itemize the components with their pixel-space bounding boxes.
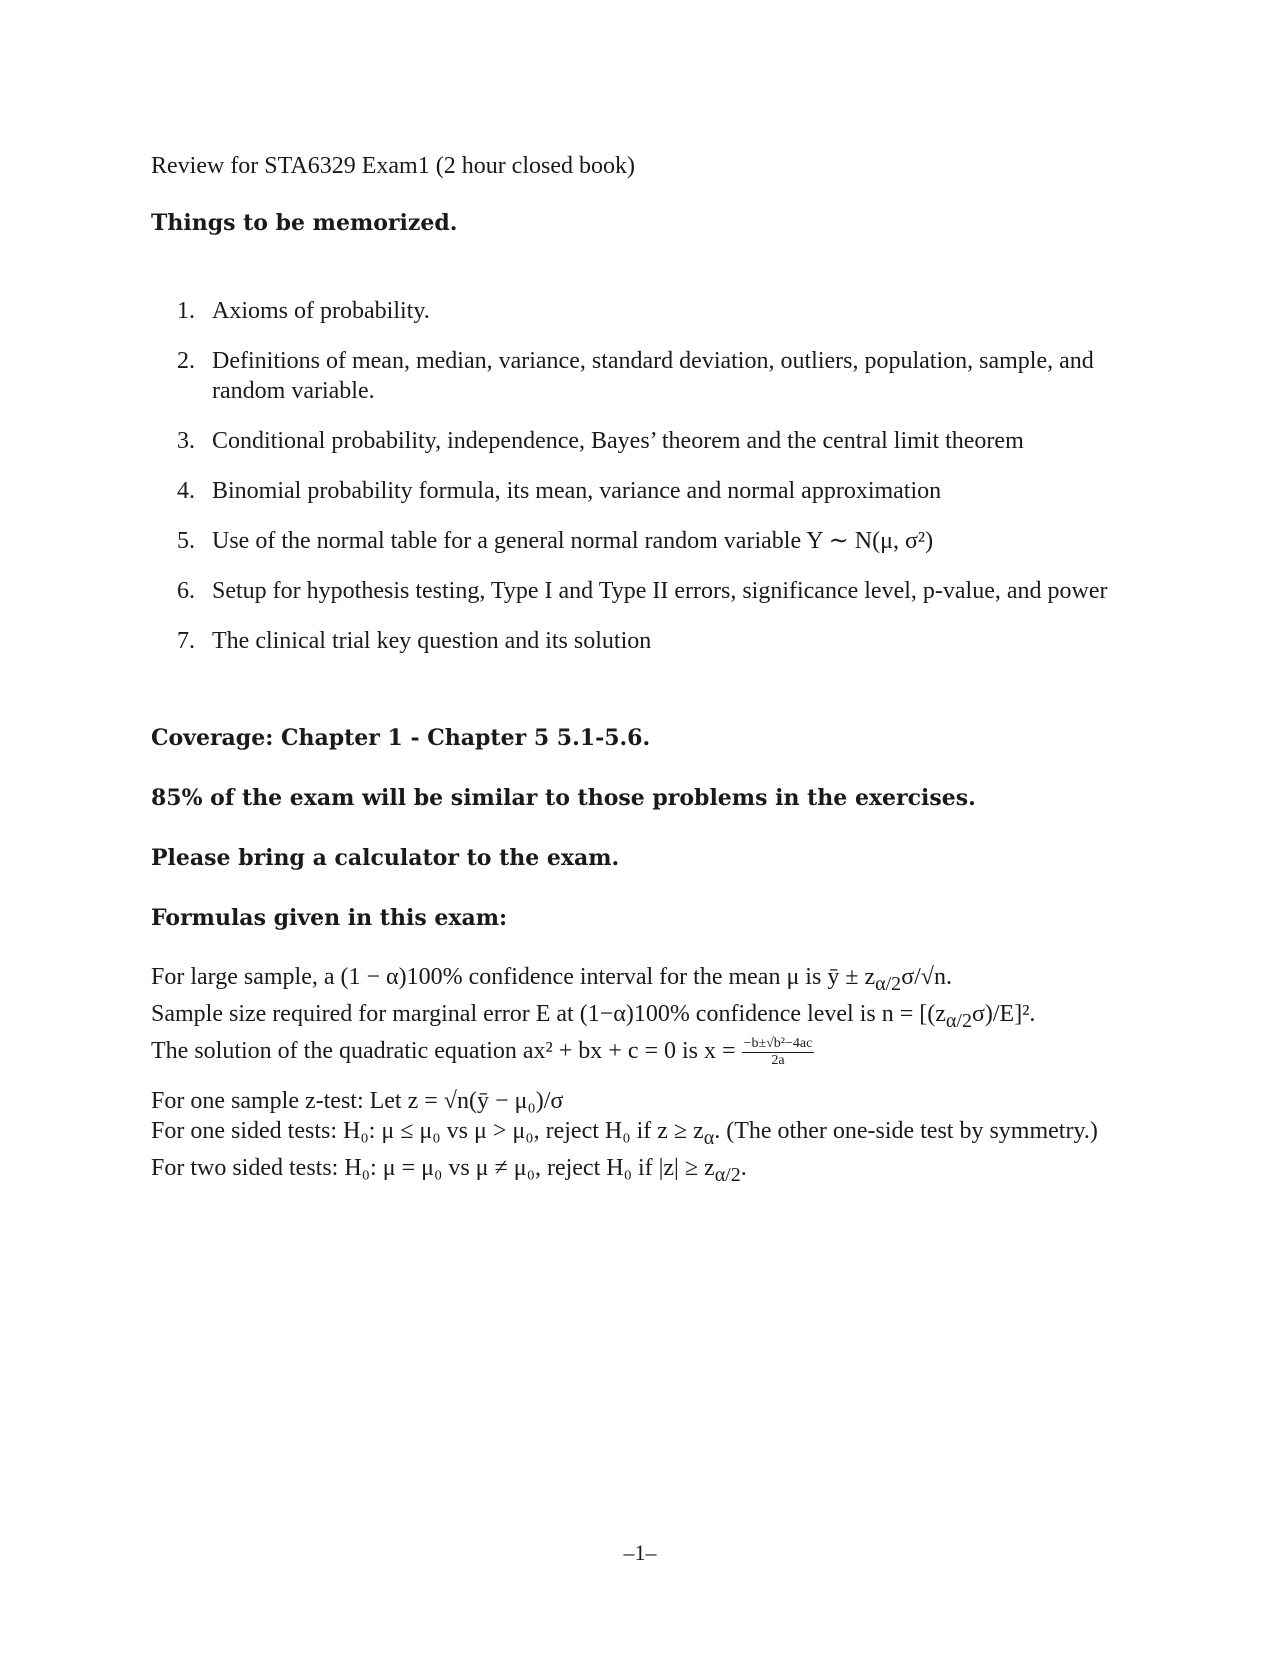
quadratic-fraction: $\frac{\text{−b±√b²−4ac}}{2a}$ [743,1035,813,1068]
list-item [151,576,1141,606]
item-number: 3. [177,428,195,454]
similar-note: 85% of the exam will be similar to those problems in the exercises. [151,785,976,811]
formulas-section [151,962,1131,1069]
one-sided-test: For one sided tests: H₀: μ ≤ μ₀ vs μ > μ₀, reject H₀ if $z \ge z_\alpha$. (The other one-side test by symmetry.) [151,1118,1098,1149]
quadratic-formula: The solution of the quadratic equation ax² + bx + c = 0 is x = $\frac{\text{−b±√b²−4ac}}{2a}$ [151,1035,813,1068]
item-text: Use of the normal table for a general normal random variable Y ∼ N(μ, σ²) [212,528,934,554]
item-text: Axioms of probability. [212,298,430,324]
two-sided-test: For two sided tests: H₀: μ = μ₀ vs μ ≠ μ₀, reject H₀ if $|z| \ge z_{\alpha/2}$. [151,1154,747,1186]
item-number: 6. [177,578,195,604]
coverage-note: Coverage: Chapter 1 - Chapter 5 5.1-5.6. [151,725,651,751]
item-number: 2. [177,348,195,374]
formulas-heading: Formulas given in this exam: [151,905,508,931]
page-number: –1– [623,1540,657,1565]
list-item [151,526,1141,556]
z-test-section [151,1086,1131,1190]
list-item [151,296,1141,326]
memorize-list [151,296,1141,676]
memorize-heading: Things to be memorized. [151,210,458,236]
calculator-note: Please bring a calculator to the exam. [151,845,620,871]
item-text: Binomial probability formula, its mean, variance and normal approximation [212,478,942,504]
ci-formula: For large sample, a (1 − α)100% confidence interval for the mean μ is ȳ ± $z_{\alpha/2}\sigma/√n$. [151,964,952,995]
list-item [151,476,1141,506]
item-text: Conditional probability, independence, Bayes’ theorem and the central limit theorem [212,428,1024,454]
item-text: Definitions of mean, median, variance, standard deviation, outliers, population, sample, and random variable. [212,348,1094,404]
item-number: 4. [177,478,195,504]
item-number: 1. [177,298,195,324]
list-item [151,346,1141,406]
list-item [151,626,1141,656]
list-item [151,426,1141,456]
item-text: Setup for hypothesis testing, Type I and Type II errors, significance level, p-value, and power [212,578,1108,604]
one-sample-z-test: For one sample z-test: Let z = √n(ȳ − μ₀)/σ [151,1088,564,1114]
item-text: The clinical trial key question and its solution [212,628,652,654]
document-title: Review for STA6329 Exam1 (2 hour closed book) [151,153,635,179]
sample-size-formula: Sample size required for marginal error E at (1−α)100% confidence level is $n = [(z_{\alpha/2}\sigma)/E]^2$. [151,1000,1036,1032]
item-number: 7. [177,628,195,654]
item-number: 5. [177,528,195,554]
